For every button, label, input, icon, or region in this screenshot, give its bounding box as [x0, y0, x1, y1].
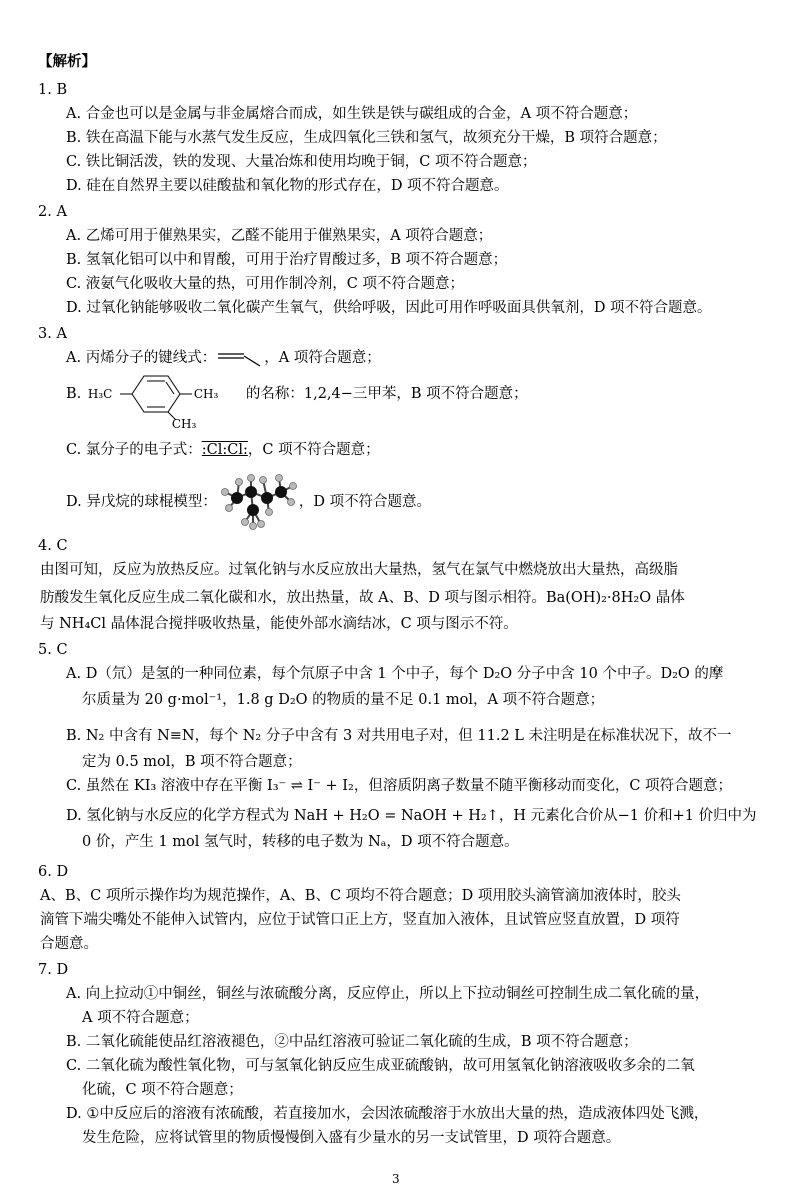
q7-option-a-line-1: A. 向上拉动①中铜丝，铜丝与浓硫酸分离，反应停止，所以上下拉动铜丝可控制生成二氧化硫的量， [66, 986, 710, 1002]
q2-answer: 2. A [38, 204, 67, 220]
q2-option-a: A. 乙烯可用于催熟果实，乙醛不能用于催熟果实，A 项符合题意； [66, 228, 493, 244]
q7-option-d-line-1: D. ①中反应后的溶液有浓硫酸，若直接加水，会因浓硫酸溶于水放出大量的热，造成液体四处飞溅， [66, 1106, 709, 1122]
q5-answer: 5. C [38, 642, 68, 658]
q4-paragraph-line-3: 与 NH₄Cl 晶体混合搅拌吸收热量，能使外部水滴结冰，C 项与图示不符。 [40, 616, 518, 632]
q1-answer: 1. B [38, 82, 68, 98]
q3-option-b [66, 384, 528, 430]
q6-paragraph-line-2: 滴管下端尖嘴处不能伸入试管内，应位于试管口正上方，竖直加入液体，且试管应竖直放置，D 项符 [40, 912, 680, 928]
q3-b-text-before: B. [66, 386, 86, 402]
section-header: 【解析】 [38, 53, 96, 70]
trimethylbenzene-structure [86, 384, 246, 431]
q3-option-a [66, 348, 381, 368]
q4-answer: 4. C [38, 538, 68, 554]
q3-d-text-before: D. 异戊烷的球棍模型： [66, 494, 217, 510]
left-methyl-group: H₃C [87, 387, 113, 401]
q4-paragraph-line-2: 肪酸发生氧化反应生成二氧化碳和水，放出热量，故 A、B、D 项与图示相符。Ba(OH)₂·8H₂O 晶体 [40, 590, 685, 606]
q3-a-text-after: ，A 项符合题意； [264, 350, 381, 366]
q5-option-a-line-2: 尔质量为 20 g·mol⁻¹，1.8 g D₂O 的物质的量不足 0.1 mol，A 项不符合题意； [82, 692, 605, 708]
q5-option-b-line-2: 定为 0.5 mol，B 项不符合题意； [82, 754, 302, 770]
q3-option-d [66, 474, 431, 524]
q3-c-text-after: ，C 项不符合题意； [247, 442, 380, 458]
q1-option-b: B. 铁在高温下能与水蒸气发生反应，生成四氧化三铁和氢气，故须充分干燥，B 项符合题意； [66, 130, 667, 146]
q7-option-c-line-1: C. 二氧化硫为酸性氧化物，可与氢氧化钠反应生成亚硫酸钠，故可用氢氧化钠溶液吸收多余的二氧 [66, 1058, 695, 1074]
isopentane-ball-stick-model-icon [217, 474, 299, 530]
right-methyl-group: CH₃ [193, 387, 219, 401]
q7-answer: 7. D [38, 962, 69, 978]
q5-option-c: C. 虽然在 KI₃ 溶液中存在平衡 I₃⁻ ⇌ I⁻ + I₂，但溶质阴离子数量不随平衡移动而变化，C 项符合题意； [66, 778, 733, 794]
q2-option-b: B. 氢氧化铝可以中和胃酸，可用于治疗胃酸过多，B 项不符合题意； [66, 252, 508, 268]
q6-answer: 6. D [38, 864, 69, 880]
q5-option-d-line-1: D. 氢化钠与水反应的化学方程式为 NaH + H₂O = NaOH + H₂↑，H 元素化合价从−1 价和+1 价归中为 [66, 808, 757, 824]
q7-option-c-line-2: 化硫，C 项不符合题意； [82, 1082, 243, 1098]
q4-paragraph-line-1: 由图可知，反应为放热反应。过氧化钠与水反应放出大量热，氢气在氯气中燃烧放出大量热，高级脂 [40, 562, 678, 578]
q3-a-text-before: A. 丙烯分子的键线式： [66, 350, 217, 366]
q1-option-a: A. 合金也可以是金属与非金属熔合而成，如生铁是铁与碳组成的合金，A 项不符合题意； [66, 106, 638, 122]
q3-option-c [66, 440, 380, 460]
q1-option-c: C. 铁比铜活泼，铁的发现、大量冶炼和使用均晚于铜，C 项不符合题意； [66, 154, 537, 170]
q3-c-text-before: C. 氯分子的电子式： [66, 442, 202, 458]
q7-option-d-line-2: 发生危险，应将试管里的物质慢慢倒入盛有少量水的另一支试管里，D 项符合题意。 [82, 1130, 621, 1146]
q5-option-a-line-1: A. D（氘）是氢的一种同位素，每个氘原子中含 1 个中子，每个 D₂O 分子中含 10 个中子。D₂O 的摩 [66, 666, 724, 682]
q6-paragraph-line-3: 合题意。 [40, 936, 98, 952]
propene-skeletal-formula-icon [216, 348, 264, 368]
q3-b-text-after: 的名称：1,2,4−三甲苯，B 项不符合题意； [245, 386, 528, 402]
q7-option-a-line-2: A 项不符合题意； [82, 1010, 199, 1026]
q2-option-d: D. 过氧化钠能够吸收二氧化碳产生氧气，供给呼吸，因此可用作呼吸面具供氧剂，D 项不符合题意。 [66, 300, 712, 316]
q6-paragraph-line-1: A、B、C 项所示操作均为规范操作，A、B、C 项均不符合题意；D 项用胶头滴管滴加液体时，胶头 [40, 888, 681, 904]
page-number: 3 [392, 1172, 400, 1186]
q1-option-d: D. 硅在自然界主要以硅酸盐和氧化物的形式存在，D 项不符合题意。 [66, 178, 509, 194]
q5-option-b-line-1: B. N₂ 中含有 N≡N，每个 N₂ 分子中含有 3 对共用电子对，但 11.2 L 未注明是在标准状况下，故不一 [66, 728, 732, 744]
bottom-methyl-group: CH₃ [171, 417, 197, 431]
q5-option-d-line-2: 0 价，产生 1 mol 氢气时，转移的电子数为 Nₐ，D 项不符合题意。 [82, 834, 519, 850]
chlorine-electron-formula: :Cl:Cl: [201, 442, 248, 458]
q3-d-text-after: ，D 项不符合题意。 [298, 494, 432, 510]
q7-option-b: B. 二氧化硫能使品红溶液褪色，②中品红溶液可验证二氧化硫的生成，B 项不符合题意； [66, 1034, 638, 1050]
q2-option-c: C. 液氨气化吸收大量的热，可用作制冷剂，C 项不符合题意； [66, 276, 464, 292]
q3-answer: 3. A [38, 326, 67, 342]
